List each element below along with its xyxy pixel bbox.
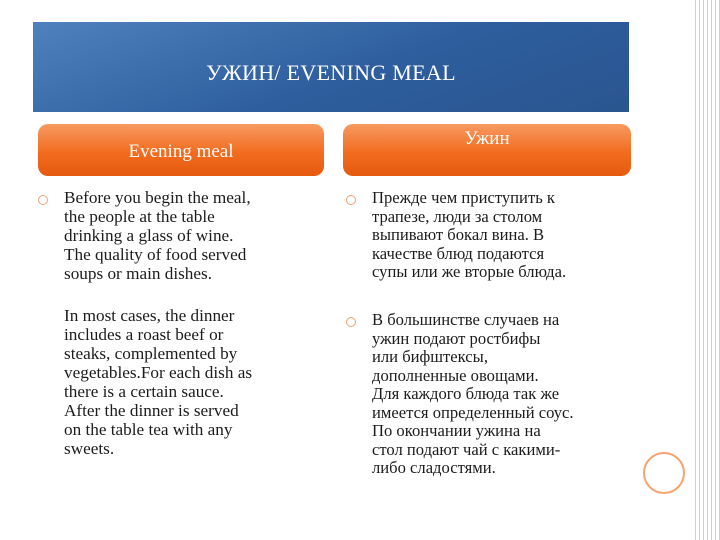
right-paragraph-2: В большинстве случаев на ужин подают ростбифы или бифштексы, дополненные овощами. Для каждого блюда так же имеется определенный соус. По окончании ужина на стол подают чай с какими- либо сладостями. xyxy=(372,310,574,477)
right-paragraph-1: Прежде чем приступить к трапезе, люди за столом выпивают бокал вина. В качестве блюд подаются супы или же вторые блюда. xyxy=(372,188,567,281)
left-paragraph-2: In most cases, the dinner includes a roast beef or steaks, complemented by vegetables.For each dish as there is a certain sauce. After the dinner is served on the table tea with any sweets. xyxy=(64,306,253,458)
left-paragraph-1: Before you begin the meal, the people at the table drinking a glass of wine. The quality of food served soups or main dishes. xyxy=(64,188,251,283)
right-column-header xyxy=(343,124,631,176)
left-header-label: Evening meal xyxy=(128,141,234,162)
right-header-label: Ужин xyxy=(464,128,510,149)
slide-title: УЖИН/ EVENING MEAL xyxy=(206,60,456,85)
bullet-icon xyxy=(38,195,48,205)
left-column-header xyxy=(38,124,324,176)
bullet-icon xyxy=(346,317,356,327)
bullet-icon xyxy=(346,195,356,205)
title-bar xyxy=(33,22,629,112)
decorative-side-border xyxy=(692,0,720,540)
decorative-circle-icon xyxy=(643,452,685,494)
